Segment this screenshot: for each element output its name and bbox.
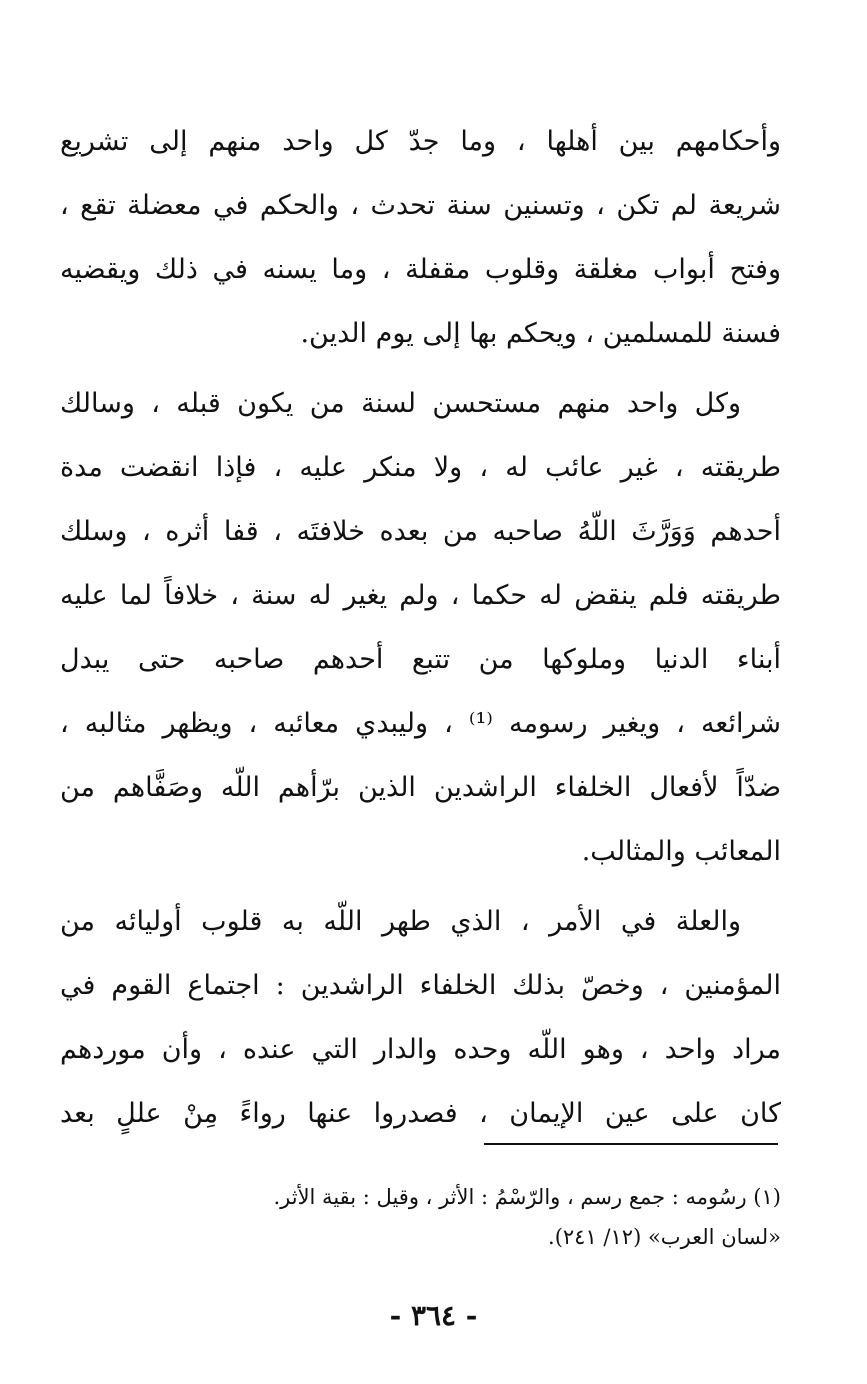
text-line: شريعة لم تكن ، وتسنين سنة تحدث ، والحكم في معضلة تقع ، bbox=[60, 190, 781, 221]
main-text bbox=[60, 110, 781, 1146]
text-line: والعلة في الأمر ، الذي طهر اللّه به قلوب أوليائه من bbox=[60, 906, 741, 937]
text-line: المؤمنين ، وخصّ بذلك الخلفاء الراشدين : اجتماع القوم في bbox=[60, 970, 781, 1001]
text-line: ضدّاً لأفعال الخلفاء الراشدين الذين برّأهم اللّه وصَفَّاهم من bbox=[60, 772, 781, 803]
footnote-divider bbox=[484, 1143, 778, 1145]
footnote-line: (١) رسُومه : جمع رسم ، والرّسْمُ : الأثر ، وقيل : بقية الأثر. bbox=[273, 1185, 781, 1209]
text-line: كان على عين الإيمان ، فصدروا عنها رواءً مِنْ عللٍ بعد bbox=[60, 1098, 781, 1129]
footnotes bbox=[60, 1177, 781, 1257]
footnote-line: «لسان العرب» (١٢/ ٢٤١). bbox=[548, 1225, 781, 1249]
paragraph-3 bbox=[60, 890, 781, 1146]
text-line: شرائعه ، ويغير رسومه ⁽¹⁾ ، وليبدي معائبه ، ويظهر مثالبه ، bbox=[60, 708, 781, 739]
text-line: طريقته فلم ينقض له حكما ، ولم يغير له سنة ، خلافاً لما عليه bbox=[60, 580, 781, 611]
text-line: أبناء الدنيا وملوكها من تتبع أحدهم صاحبه حتى يبدل bbox=[60, 644, 781, 675]
text-line: وفتح أبواب مغلقة وقلوب مقفلة ، وما يسنه في ذلك ويقضيه bbox=[60, 254, 781, 285]
text-line: المعائب والمثالب. bbox=[581, 836, 781, 867]
text-line: أحدهم وَوَرَّثَ اللّهُ صاحبه من بعده خلافتَه ، قفا أثره ، وسلك bbox=[60, 516, 781, 547]
text-line: وأحكامهم بين أهلها ، وما جدّ كل واحد منهم إلى تشريع bbox=[60, 126, 781, 157]
paragraph-2 bbox=[60, 372, 781, 884]
paragraph-1 bbox=[60, 110, 781, 366]
text-line: طريقته ، غير عائب له ، ولا منكر عليه ، فإذا انقضت مدة bbox=[60, 452, 781, 483]
page-number: - ٣٦٤ - bbox=[389, 1299, 478, 1332]
text-line: وكل واحد منهم مستحسن لسنة من يكون قبله ، وسالك bbox=[60, 388, 741, 419]
text-line: فسنة للمسلمين ، ويحكم بها إلى يوم الدين. bbox=[300, 318, 781, 349]
text-line: مراد واحد ، وهو اللّه وحده والدار التي عنده ، وأن موردهم bbox=[60, 1034, 781, 1065]
